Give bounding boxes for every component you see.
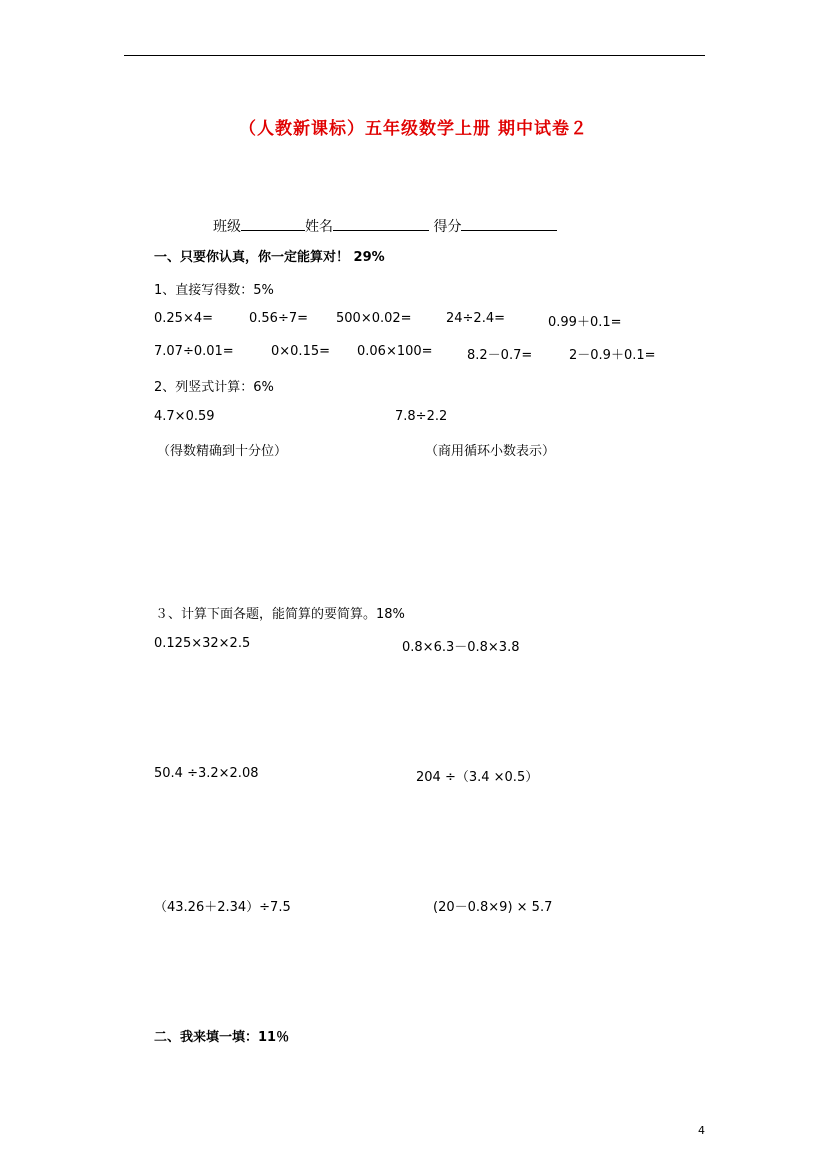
q1-item: 0.06×100= (357, 344, 433, 359)
name-label: 姓名 (305, 219, 333, 235)
q2-right-note: （商用循环小数表示） (425, 444, 556, 459)
q1-label: 1、直接写得数：5% (154, 283, 274, 298)
q2-right-expression: 7.8÷2.2 (395, 409, 448, 424)
q1-item: 500×0.02= (336, 311, 412, 326)
q3-expression: 204 ÷（3.4 ×0.5） (416, 770, 539, 785)
student-info-line (213, 216, 557, 236)
q1-item: 2－0.9＋0.1= (569, 348, 656, 363)
q3-expression: 50.4 ÷3.2×2.08 (154, 766, 259, 781)
page-title: （人教新课标）五年级数学上册 期中试卷２ (239, 119, 588, 139)
q1-item: 8.2－0.7= (467, 348, 533, 363)
q1-item: 0.99＋0.1= (548, 315, 622, 330)
q1-item: 24÷2.4= (446, 311, 506, 326)
q2-left-note: （得数精确到十分位） (157, 444, 288, 459)
q3-expression: 0.125×32×2.5 (154, 636, 251, 651)
class-blank[interactable] (241, 216, 305, 231)
q1-item: 0.56÷7= (249, 311, 309, 326)
top-rule (124, 55, 705, 56)
q3-expression: 0.8×6.3－0.8×3.8 (402, 640, 520, 655)
q3-expression: (20－0.8×9) × 5.7 (433, 900, 553, 915)
class-label: 班级 (213, 219, 241, 235)
page-number: 4 (698, 1124, 705, 1137)
q1-item: 0.25×4= (154, 311, 214, 326)
section2-heading: 二、我来填一填：11％ (154, 1030, 290, 1045)
q2-label: 2、列竖式计算：6% (154, 380, 274, 395)
q1-item: 0×0.15= (271, 344, 331, 359)
score-label: 得分 (433, 219, 462, 235)
q1-item: 7.07÷0.01= (154, 344, 234, 359)
q2-left-expression: 4.7×0.59 (154, 409, 215, 424)
score-blank[interactable] (461, 216, 557, 231)
section1-heading: 一、只要你认真，你一定能算对！ 29% (154, 250, 385, 265)
name-blank[interactable] (333, 216, 429, 231)
q3-expression: （43.26＋2.34）÷7.5 (154, 900, 291, 915)
q3-label: ３、计算下面各题，能简算的要简算。18% (155, 607, 405, 622)
